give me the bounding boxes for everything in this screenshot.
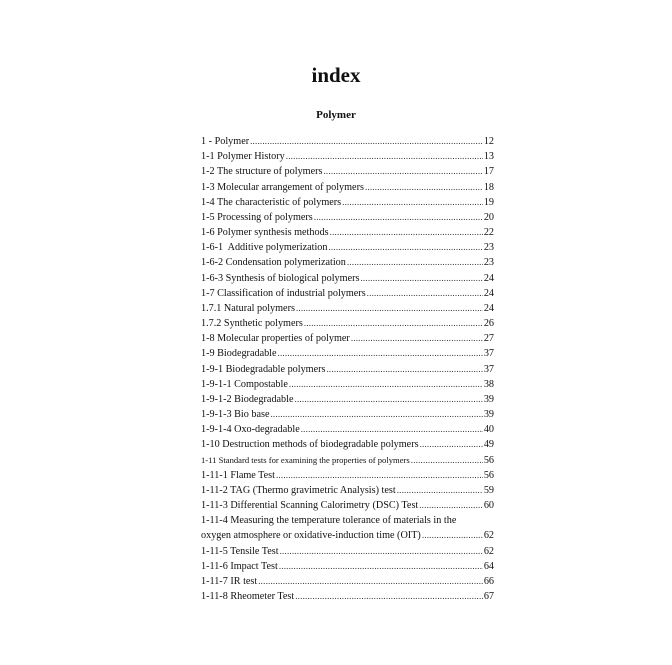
dot-leader (397, 483, 483, 498)
dot-leader (295, 392, 483, 407)
toc-entry-label: 1-6-3 Synthesis of biological polymers (201, 272, 360, 284)
dot-leader (286, 149, 483, 164)
toc-entry-label: oxygen atmosphere or oxidative-induction time (OIT) (201, 530, 421, 542)
toc-entry-label: 1-4 The characteristic of polymers (201, 196, 342, 208)
toc-entry-page: 22 (483, 227, 494, 239)
toc-entry[interactable] (201, 559, 494, 574)
dot-leader (365, 180, 483, 195)
dot-leader (347, 255, 483, 270)
toc-entry-label: 1-11-6 Impact Test (201, 560, 278, 572)
toc-entry[interactable] (201, 240, 494, 255)
dot-leader (295, 589, 483, 604)
dot-leader (276, 468, 483, 483)
toc-entry[interactable] (201, 544, 494, 559)
dot-leader (342, 195, 483, 210)
toc-entry-page: 64 (483, 560, 494, 572)
dot-leader (279, 559, 483, 574)
toc-entry-page: 17 (483, 166, 494, 178)
dot-leader (278, 346, 483, 361)
toc-entry-page: 39 (483, 393, 494, 405)
toc-entry[interactable] (201, 483, 494, 498)
toc-entry[interactable] (201, 271, 494, 286)
toc-entry-label: 1-11-5 Tensile Test (201, 545, 279, 557)
toc-entry-page: 13 (483, 151, 494, 163)
toc-entry-page: 67 (483, 591, 494, 603)
toc-entry-label: 1-6 Polymer synthesis methods (201, 227, 329, 239)
toc-entry[interactable] (201, 589, 494, 604)
toc-entry-page: 39 (483, 409, 494, 421)
toc-entry[interactable] (201, 180, 494, 195)
dot-leader (419, 498, 483, 513)
toc-entry-label: 1-9-1-4 Oxo-degradable (201, 424, 300, 436)
toc-entry[interactable] (201, 134, 494, 149)
toc-entry-page: 23 (483, 257, 494, 269)
toc-entry-label: 1-2 The structure of polymers (201, 166, 323, 178)
dot-leader (360, 271, 482, 286)
dot-leader (296, 301, 483, 316)
toc-entry[interactable] (201, 468, 494, 483)
toc-entry[interactable] (201, 149, 494, 164)
toc-entry[interactable] (201, 316, 494, 331)
dot-leader (280, 544, 483, 559)
toc-entry[interactable] (201, 164, 494, 179)
dot-leader (422, 528, 483, 543)
toc-entry-label: 1-8 Molecular properties of polymer (201, 333, 350, 345)
toc-entry-label: 1 - Polymer (201, 136, 250, 147)
toc-entry-label: 1-6-1 Additive polymerization (201, 242, 328, 254)
dot-leader (323, 164, 482, 179)
toc-entry-label: 1-9 Biodegradable (201, 348, 277, 360)
toc-entry-page: 56 (483, 469, 494, 481)
toc-entry-label: 1-9-1 Biodegradable polymers (201, 363, 326, 375)
toc-entry[interactable] (201, 498, 494, 513)
toc-entry-page: 24 (483, 302, 494, 314)
dot-leader (289, 377, 483, 392)
toc-entry[interactable] (201, 528, 494, 543)
toc-entry-first-line[interactable] (201, 513, 494, 528)
toc-entry-page: 59 (483, 484, 494, 496)
toc-entry-label: 1-11-2 TAG (Thermo gravimetric Analysis) test (201, 484, 396, 496)
toc-entry-page: 37 (483, 348, 494, 360)
toc-entry[interactable] (201, 437, 494, 452)
toc-entry-page: 12 (483, 136, 494, 147)
toc-entry-page: 18 (483, 181, 494, 193)
toc-entry-label: 1-11-8 Rheometer Test (201, 591, 295, 603)
toc-entry[interactable] (201, 377, 494, 392)
toc-entry-label: 1-10 Destruction methods of biodegradable polymers (201, 439, 419, 451)
dot-leader (330, 225, 483, 240)
toc-entry-label: 1-11-4 Measuring the temperature tolerance of materials in the (201, 515, 457, 527)
toc-entry-page: 24 (483, 287, 494, 299)
toc-entry[interactable] (201, 574, 494, 589)
toc-entry[interactable] (201, 210, 494, 225)
toc-entry-label: 1.7.1 Natural polymers (201, 302, 295, 314)
dot-leader (304, 316, 483, 331)
toc-entry-label: 1-1 Polymer History (201, 151, 285, 163)
page-title: index (311, 63, 361, 87)
toc-entry-page: 56 (483, 454, 494, 466)
dot-leader (328, 240, 482, 255)
dot-leader (250, 134, 483, 149)
dot-leader (301, 422, 483, 437)
toc-entry-page: 62 (483, 530, 494, 542)
toc-entry[interactable] (201, 453, 494, 468)
toc-entry-page: 23 (483, 242, 494, 254)
toc-entry-page: 37 (483, 363, 494, 375)
toc-entry-page: 26 (483, 318, 494, 330)
toc-entry-label: 1-3 Molecular arrangement of polymers (201, 181, 364, 193)
dot-leader (258, 574, 483, 589)
toc-entry[interactable] (201, 301, 494, 316)
toc-entry-label: 1-11-1 Flame Test (201, 469, 275, 481)
toc-entry[interactable] (201, 407, 494, 422)
toc-entry-page: 19 (483, 196, 494, 208)
toc-entry[interactable] (201, 331, 494, 346)
toc-entry[interactable] (201, 286, 494, 301)
toc-entry-label: 1-7 Classification of industrial polymers (201, 287, 366, 299)
toc-entry-page: 66 (483, 575, 494, 587)
table-of-contents (201, 134, 494, 604)
toc-entry[interactable] (201, 255, 494, 270)
toc-entry-label: 1-9-1-2 Biodegradable (201, 393, 294, 405)
toc-entry-label: 1-5 Processing of polymers (201, 211, 313, 223)
toc-entry-label: 1-9-1-3 Bio base (201, 409, 270, 421)
toc-entry-page: 20 (483, 211, 494, 223)
dot-leader (367, 286, 483, 301)
dot-leader (351, 331, 483, 346)
toc-entry-label: 1-11-7 IR test (201, 575, 258, 587)
toc-entry[interactable] (201, 346, 494, 361)
toc-entry-page: 60 (483, 500, 494, 512)
dot-leader (326, 362, 482, 377)
toc-entry[interactable] (201, 195, 494, 210)
dot-leader (314, 210, 483, 225)
section-heading: Polymer (316, 109, 356, 121)
dot-leader (270, 407, 482, 422)
toc-entry-page: 62 (483, 545, 494, 557)
toc-entry[interactable] (201, 225, 494, 240)
toc-entry-label: 1-11 Standard tests for examining the properties of polymers (201, 454, 410, 465)
toc-entry-label: 1-9-1-1 Compostable (201, 378, 288, 390)
toc-entry-label: 1-6-2 Condensation polymerization (201, 257, 346, 269)
toc-entry-label: 1-11-3 Differential Scanning Calorimetry (DSC) Test (201, 500, 419, 512)
toc-entry[interactable] (201, 422, 494, 437)
toc-entry-page: 24 (483, 272, 494, 284)
toc-entry-page: 27 (483, 333, 494, 345)
toc-entry-label: 1.7.2 Synthetic polymers (201, 318, 303, 330)
dot-leader (411, 453, 483, 468)
toc-entry-page: 38 (483, 378, 494, 390)
toc-entry[interactable] (201, 392, 494, 407)
dot-leader (420, 437, 483, 452)
toc-entry-page: 49 (483, 439, 494, 451)
toc-entry[interactable] (201, 362, 494, 377)
toc-entry-page: 40 (483, 424, 494, 436)
